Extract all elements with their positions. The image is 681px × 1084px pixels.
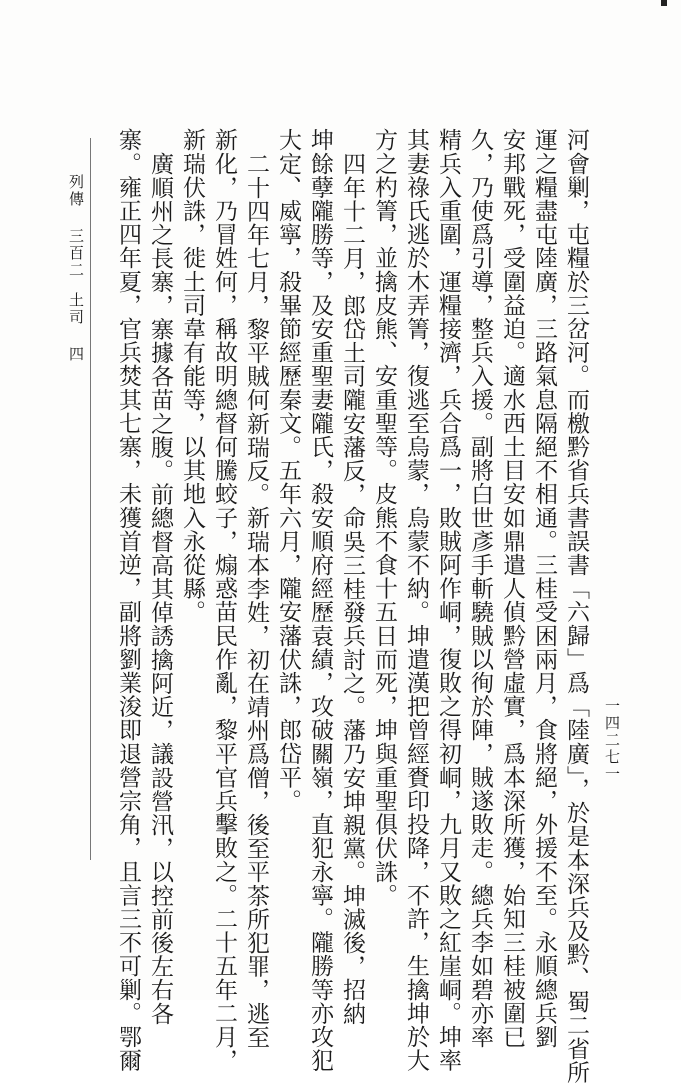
text-column-3: 安邦戰死，受圍益迫。適水西土目安如鼎遣人偵黔營虛實，爲本深所獲，始知三桂被圍已 [499, 128, 525, 1049]
corner-mark [661, 0, 667, 6]
text-column-9: 坤餘孽隴勝等，及安重聖妻隴氏，殺安順府經歷袁績，攻破關嶺，直犯永寧。隴勝等亦攻犯 [307, 128, 333, 1072]
text-column-5: 精兵入重圍，運糧接濟，兵合爲一，敗賊阿作峒，復敗之得初峒，九月又敗之紅崖峒。坤率 [435, 128, 461, 1072]
text-column-13: 新瑞伏誅，徙土司韋有能等，以其地入永從縣。 [179, 128, 205, 624]
text-column-7: 方之杓箐，並擒皮熊、安重聖等。皮熊不食十五日而死，坤與重聖俱伏誅。 [371, 128, 397, 907]
running-header-book: 列傳 三百二 [67, 174, 85, 279]
text-column-1: 河會剿，屯糧於三岔河。而檄黔省兵書誤書「六歸」爲「陸廣」，於是本深兵及黔、蜀二省所 [563, 128, 589, 1084]
text-column-10: 大定、威寧，殺畢節經歷秦文。五年六月，隴安藩伏誅，郎岱平。 [275, 128, 301, 813]
page-number: 一四二七一 [603, 698, 621, 783]
text-column-4: 久，乃使爲引導，整兵入援。副將白世彥手斬驍賊以徇於陣，賊遂敗走。總兵李如碧亦率 [467, 128, 493, 1049]
text-column-6: 其妻祿氏逃於木弄箐，復逃至烏蒙，烏蒙不納。坤遣漢把曾經賚印投降，不許，生擒坤於大 [403, 128, 429, 1072]
text-column-11: 二十四年七月，黎平賊何新瑞反。新瑞本李姓，初在靖州爲僧，後至平茶所犯罪，逃至 [243, 152, 269, 1049]
text-column-14: 廣順州之長寨，寨據各苗之腹。前總督高其倬誘擒阿近，議設營汛，以控前後左右各 [147, 152, 173, 1026]
text-column-15: 寨。雍正四年夏，官兵焚其七寨，未獲首逆，副將劉業浚即退營宗角，且言三不可剿。鄂爾 [115, 128, 141, 1072]
text-column-2: 運之糧盡屯陸廣，三路氣息隔絕不相通。三桂受困兩月，食將絕，外援不至。永順總兵劉 [531, 128, 557, 1049]
text-column-12: 新化，乃冒姓何，稱故明總督何騰蛟子，煽惑苗民作亂，黎平官兵擊敗之。二十五年二月， [211, 128, 237, 1072]
running-header-chapter: 土司 四 [67, 292, 85, 363]
text-column-8: 四年十二月，郎岱土司隴安藩反，命吳三桂發兵討之。藩乃安坤親黨。坤滅後，招納 [339, 152, 365, 1026]
header-rule [90, 138, 91, 860]
